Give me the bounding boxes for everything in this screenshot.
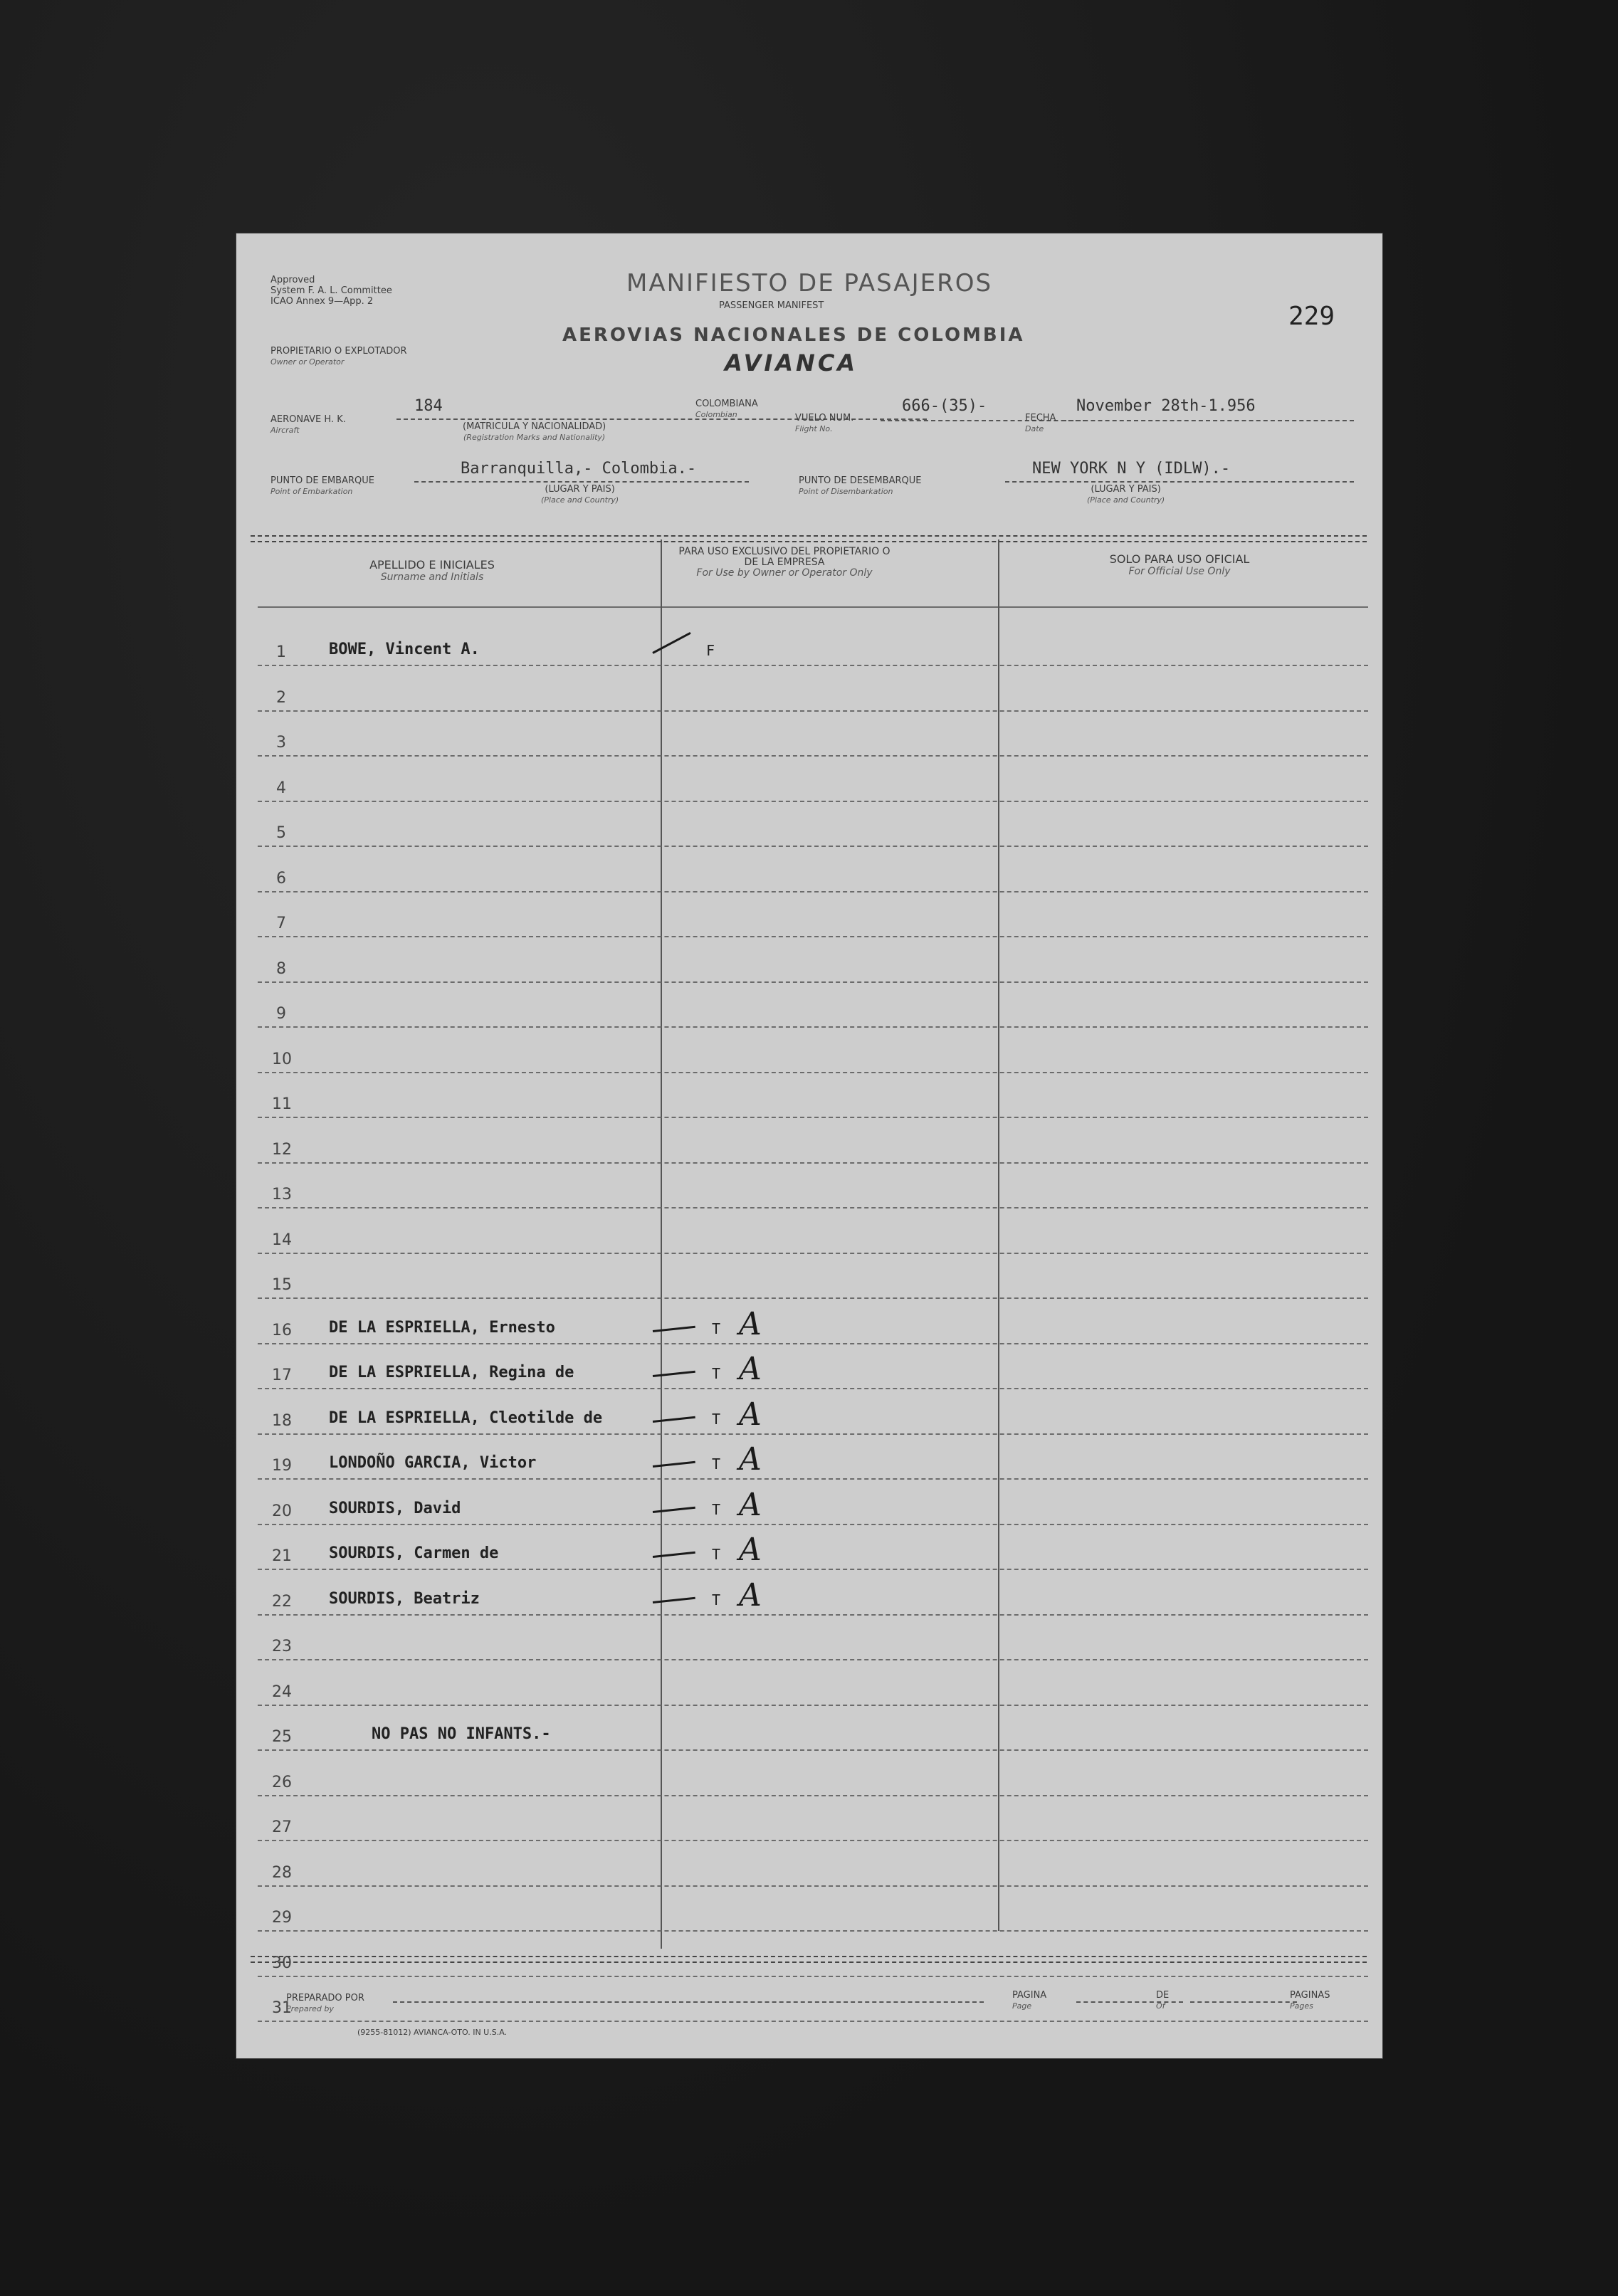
- handwritten-mark: A: [739, 1305, 762, 1342]
- owner-code: T: [712, 1365, 721, 1382]
- manifest-page: [236, 233, 1382, 2058]
- row-number: 21: [272, 1547, 292, 1565]
- row-number: 19: [272, 1457, 292, 1475]
- row-number: 8: [276, 959, 286, 978]
- passenger-name: NO PAS NO INFANTS.-: [372, 1725, 551, 1743]
- handwritten-mark: A: [739, 1486, 762, 1523]
- row-rule: [258, 665, 1368, 666]
- row-rule: [258, 846, 1368, 847]
- owner-label: PROPIETARIO O EXPLOTADOR Owner or Operator: [270, 346, 407, 367]
- registration-label: (MATRICULA Y NACIONALIDAD) (Registration Marks and Nationality): [463, 421, 606, 442]
- row-number: 31: [272, 1999, 292, 2017]
- row-rule: [258, 1253, 1368, 1254]
- row-number: 9: [276, 1005, 286, 1023]
- disembark-sub: (LUGAR Y PAIS) (Place and Country): [1087, 484, 1165, 505]
- owner-code: T: [712, 1591, 721, 1608]
- printer-note: (9255-81012) AVIANCA-OTO. IN U.S.A.: [357, 2028, 508, 2037]
- row-number: 13: [272, 1186, 292, 1204]
- passenger-name: DE LA ESPRIELLA, Cleotilde de: [329, 1408, 603, 1427]
- aircraft-label: AERONAVE H. K. Aircraft: [270, 414, 346, 435]
- row-rule: [258, 1795, 1368, 1796]
- row-number: 18: [272, 1411, 292, 1430]
- owner-code: T: [712, 1546, 721, 1563]
- handwritten-mark: A: [739, 1396, 762, 1433]
- passenger-name: DE LA ESPRIELLA, Ernesto: [329, 1318, 555, 1337]
- handwritten-mark: A: [739, 1441, 762, 1478]
- col-divider-2: [998, 539, 999, 1931]
- disembark-underline: [1005, 481, 1354, 483]
- date-value: November 28th-1.956: [1076, 397, 1256, 415]
- row-number: 20: [272, 1502, 292, 1520]
- row-rule: [258, 755, 1368, 757]
- row-rule: [258, 1207, 1368, 1208]
- flight-underline: [881, 420, 1087, 421]
- owner-code: T: [712, 1320, 721, 1337]
- check-tick: [653, 1552, 695, 1558]
- row-rule: [258, 801, 1368, 802]
- row-number: 30: [272, 1954, 292, 1972]
- approval-line-1: Approved: [270, 275, 315, 285]
- check-tick: [653, 1596, 695, 1603]
- check-tick: [653, 1325, 695, 1332]
- owner-code: T: [712, 1500, 721, 1518]
- row-rule: [258, 1297, 1368, 1299]
- check-tick: [653, 1371, 695, 1377]
- row-rule: [258, 1614, 1368, 1616]
- row-rule: [258, 1433, 1368, 1435]
- aircraft-value: 184: [414, 397, 443, 415]
- table-bottom-rule: [251, 1956, 1367, 1963]
- row-rule: [258, 1749, 1368, 1751]
- row-rule: [258, 1117, 1368, 1118]
- row-number: 22: [272, 1592, 292, 1611]
- approval-note: [270, 275, 392, 307]
- col-divider-1: [661, 539, 662, 1949]
- disembark-label: PUNTO DE DESEMBARQUE Point of Disembarkation: [799, 475, 922, 496]
- row-rule: [258, 1840, 1368, 1841]
- row-rule: [258, 1388, 1368, 1389]
- handwritten-mark: A: [739, 1532, 762, 1568]
- airline-name: AEROVIAS NACIONALES DE COLOMBIA: [562, 325, 1025, 346]
- row-rule: [258, 1072, 1368, 1073]
- row-number: 24: [272, 1682, 292, 1701]
- approval-line-3: ICAO Annex 9—App. 2: [270, 296, 374, 307]
- row-number: 15: [272, 1276, 292, 1294]
- passenger-name: SOURDIS, Beatriz: [329, 1589, 480, 1608]
- row-rule: [258, 1930, 1368, 1932]
- row-rule: [258, 1976, 1368, 1977]
- page-label: PAGINA Page: [1012, 1990, 1047, 2011]
- embark-sub: (LUGAR Y PAIS) (Place and Country): [541, 484, 619, 505]
- owner-code: F: [706, 642, 715, 659]
- airline-brand: AVIANCA: [725, 349, 858, 376]
- passenger-name: LONDOÑO GARCIA, Victor: [329, 1454, 537, 1472]
- owner-code: T: [712, 1455, 721, 1473]
- row-number: 3: [276, 734, 286, 752]
- row-number: 4: [276, 779, 286, 797]
- passenger-name: DE LA ESPRIELLA, Regina de: [329, 1364, 574, 1381]
- manifest-title: MANIFIESTO DE PASAJEROS: [626, 269, 993, 297]
- handwritten-mark: A: [739, 1351, 762, 1387]
- check-tick: [652, 632, 690, 654]
- table-top-rule: [251, 535, 1367, 542]
- of-label: DE Of: [1156, 1990, 1170, 2011]
- row-number: 12: [272, 1140, 292, 1159]
- row-rule: [258, 1162, 1368, 1164]
- prepared-by-underline: [393, 2001, 984, 2003]
- header-bottom-rule: [258, 606, 1368, 608]
- passenger-name: SOURDIS, Carmen de: [329, 1544, 499, 1562]
- passenger-name: SOURDIS, David: [329, 1499, 461, 1517]
- row-number: 16: [272, 1321, 292, 1339]
- row-number: 27: [272, 1818, 292, 1836]
- nationality-label: COLOMBIANA Colombian: [695, 399, 758, 419]
- row-rule: [258, 2021, 1368, 2022]
- check-tick: [653, 1506, 695, 1512]
- row-number: 25: [272, 1728, 292, 1746]
- owner-code: T: [712, 1410, 721, 1428]
- row-number: 17: [272, 1366, 292, 1384]
- row-number: 11: [272, 1095, 292, 1113]
- handwritten-mark: A: [739, 1576, 762, 1613]
- col-header-surname: APELLIDO E INICIALES Surname and Initials: [369, 558, 495, 583]
- row-number: 6: [276, 869, 286, 888]
- row-rule: [258, 1524, 1368, 1525]
- row-rule: [258, 1026, 1368, 1028]
- date-underline: [1062, 420, 1354, 421]
- row-rule: [258, 981, 1368, 983]
- row-rule: [258, 1343, 1368, 1344]
- approval-line-2: System F. A. L. Committee: [270, 285, 392, 296]
- embark-underline: [414, 481, 749, 483]
- pages-underline: [1190, 2001, 1297, 2003]
- embark-label: PUNTO DE EMBARQUE Point of Embarkation: [270, 475, 374, 496]
- row-number: 1: [276, 643, 286, 661]
- row-rule: [258, 1569, 1368, 1570]
- row-rule: [258, 710, 1368, 712]
- col-header-owner: PARA USO EXCLUSIVO DEL PROPIETARIO O DE LA EMPRESA For Use by Owner or Operator Only: [678, 546, 891, 579]
- flight-label: VUELO NUM. Flight No.: [795, 413, 854, 433]
- row-number: 26: [272, 1773, 292, 1791]
- check-tick: [653, 1461, 695, 1468]
- row-number: 14: [272, 1231, 292, 1249]
- pages-label: PAGINAS Pages: [1290, 1990, 1330, 2011]
- row-rule: [258, 1705, 1368, 1706]
- row-number: 2: [276, 688, 286, 707]
- row-number: 10: [272, 1050, 292, 1068]
- row-rule: [258, 1478, 1368, 1480]
- row-number: 23: [272, 1638, 292, 1655]
- flight-value: 666-(35)-: [902, 397, 987, 415]
- row-number: 28: [272, 1863, 292, 1882]
- prepared-by-label: PREPARADO POR Prepared by: [286, 1993, 364, 2013]
- row-number: 29: [272, 1909, 292, 1927]
- disembark-value: NEW YORK N Y (IDLW).-: [1032, 460, 1231, 478]
- row-number: 5: [276, 824, 286, 842]
- page-number: 229: [1288, 302, 1335, 331]
- check-tick: [653, 1416, 695, 1422]
- row-rule: [258, 936, 1368, 937]
- row-rule: [258, 1659, 1368, 1660]
- col-header-official: SOLO PARA USO OFICIAL For Official Use Only: [1109, 552, 1250, 577]
- row-number: 7: [276, 915, 286, 932]
- passenger-name: BOWE, Vincent A.: [329, 641, 480, 658]
- embark-value: Barranquilla,- Colombia.-: [461, 460, 697, 478]
- manifest-title-en: PASSENGER MANIFEST: [719, 300, 824, 311]
- row-rule: [258, 1885, 1368, 1887]
- date-label: FECHA Date: [1025, 413, 1056, 433]
- row-rule: [258, 891, 1368, 892]
